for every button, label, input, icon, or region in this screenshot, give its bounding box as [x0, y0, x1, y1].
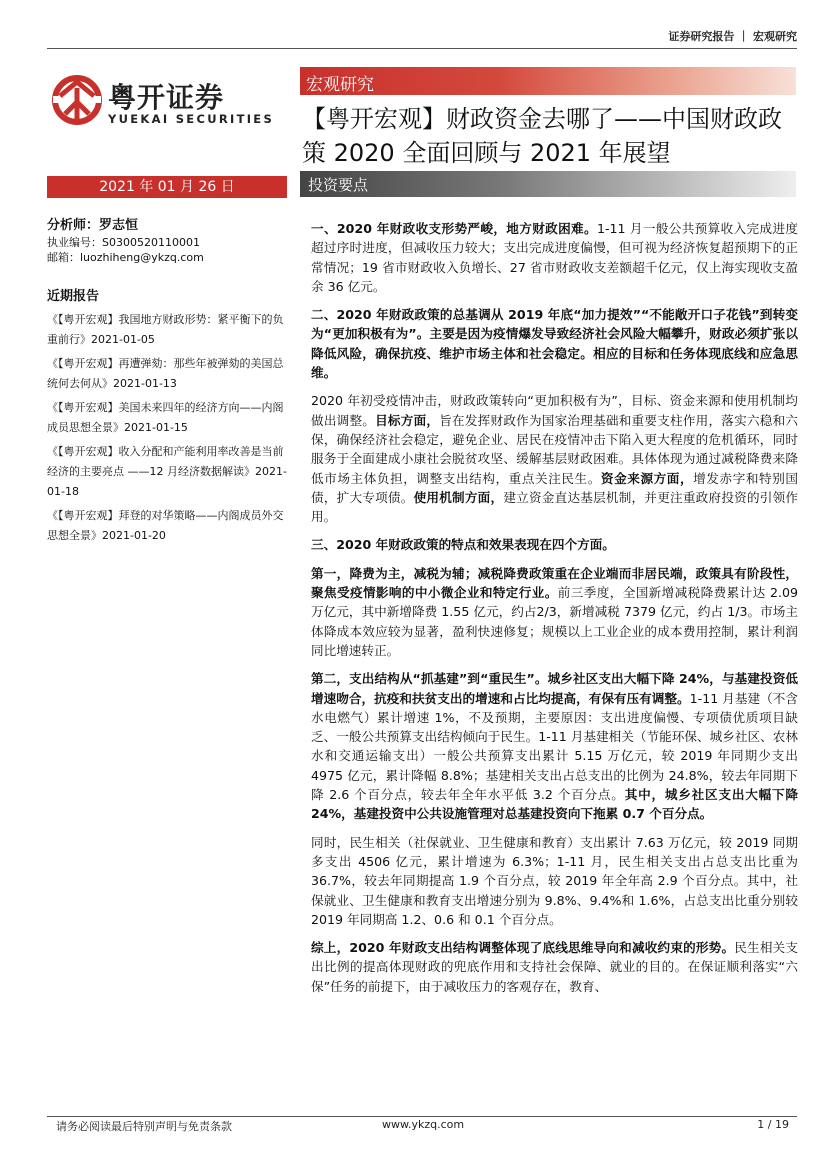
p1-heading: 一、2020 年财政收支形势严峻，地方财政困难。 [311, 221, 597, 236]
p3-goal-label: 目标方面， [375, 412, 440, 428]
p5-heading: 第一，降费为主，减税为辅；减税降费政策重在企业端而非居民端，政策具有阶段性，聚焦受疫情影响的中小微企业和特定行业。 [311, 565, 798, 601]
recent-reports-title: 近期报告 [47, 289, 100, 304]
p8-text: 民生相关支出比例的提高体现财政的兜底作用和支持社会保障、就业的目的。在保证顺利落实“六保”任务的前提下，由于减收压力的客观存在，教育、 [311, 940, 799, 994]
p1-text: 1-11 月一般公共预算收入完成进度超过序时进度，但减收压力较大；支出完成进度偏慢，但可视为经济恢复超预期下的正常情况；19 省市财政收入负增长、27 省市财政收支差额超千亿元，仅上海实现收支盈余 36 亿元。 [311, 221, 799, 294]
analyst-license: 执业编号：S0300520110001 [47, 236, 200, 249]
report-title: 【粤开宏观】财政资金去哪了——中国财政政策 2020 全面回顾与 2021 年展望 [302, 105, 782, 167]
p3-text-a: 2020 年初受疫情冲击，财政政策转向“更加积极有为”，目标、资金来源和使用机制均做出调整。 [311, 393, 798, 428]
p6-conclusion: 其中，城乡社区支出大幅下降 24%，基建投资中公共设施管理对总基建投资向下拖累 0.7 个百分点。 [311, 787, 798, 822]
paragraph-4: 三、2020 年财政政策的特点和效果表现在四个方面。 [311, 537, 615, 553]
paragraph-6 [311, 669, 798, 823]
section-label: 宏观研究 [300, 67, 796, 95]
recent-report-item[interactable]: 《【粤开宏观】我国地方财政形势：紧平衡下的负重前行》2021-01-05 [47, 313, 284, 346]
footer-website[interactable]: www.ykzq.com [382, 1118, 465, 1131]
company-logo [52, 74, 282, 130]
paragraph-7: 同时，民生相关（社保就业、卫生健康和教育）支出累计 7.63 万亿元，较 2019 同期多支出 4506 亿元，累计增速为 6.3%；1-11 月，民生相关支出占总支出比重为 36.7%，较去年同期提高 1.9 个百分点，较 2019 年全年高 2.9 个百分点。其中，社保就业、卫生健康和教育支出增速分别为 9.8%、9.4%和 1.6%，占总支出比重分别较 2019 年同期高 1.2、0.6 和 0.1 个百分点。 [311, 834, 798, 927]
paragraph-5 [311, 564, 798, 660]
invest-highlights-label: 投资要点 [300, 171, 796, 197]
logo-cn-text: 粤开证券 [108, 81, 225, 114]
p3-text-c: 旨在发挥财政作为国家治理基础和重要支柱作用，落实六稳和六保，确保经济社会稳定，避免企业、居民在疫情冲击下陷入更大程度的危机循环，同时服务于全面建成小康社会脱贫攻坚、缓解基层财政困难。具体体现为通过减税降费来降低市场主体负担，调整支出结构，重点关注民生。 [311, 412, 799, 486]
recent-report-item[interactable]: 《【粤开宏观】美国未来四年的经济方向——内阁成员思想全景》2021-01-15 [47, 401, 284, 434]
header-category: 证券研究报告 ｜ 宏观研究 [668, 30, 797, 43]
paragraph-2: 二、2020 年财政政策的总基调从 2019 年底“加力提效”“不能敞开口子花钱”到转变为“更加积极有为”。主要是因为疫情爆发导致经济社会风险大幅攀升，财政必须扩张以降低风险，确保抗疫、维护市场主体和社会稳定。相应的目标和任务体现底线和应急思维。 [311, 307, 798, 381]
p3-text-g: 建立资金直达基层机制，并更注重政府投资的引领作用。 [311, 489, 799, 525]
p3-text-e: 增发赤字和特别国债，扩大专项债。 [311, 470, 799, 505]
p8-heading: 综上，2020 年财政支出结构调整体现了底线思维导向和减收约束的形势。 [311, 940, 735, 956]
logo-en-text: YUEKAI SECURITIES [108, 112, 275, 126]
paragraph-8 [311, 938, 798, 996]
recent-report-item[interactable]: 《【粤开宏观】收入分配和产能利用率改善是当前经济的主要亮点 ——12 月经济数据解读》2021-01-18 [47, 445, 287, 498]
logo-emblem-icon [52, 74, 102, 126]
footer-divider [47, 1116, 797, 1117]
page-number: 1 / 19 [757, 1118, 789, 1131]
main-content [311, 219, 798, 1005]
sidebar [47, 214, 287, 550]
analyst-name: 分析师：罗志恒 [47, 218, 139, 233]
p5-text: 前三季度，全国新增减税降费累计达 2.09 万亿元，其中新增降费 1.55 亿元，约占2/3，新增减税 7379 亿元，约占 1/3。市场主体降成本效应较为显著，盈利快速修复；规模以上工业企业的成本费用控制，累计利润同比增速转正。 [311, 585, 799, 658]
p3-funding-label: 资金来源方面， [600, 470, 694, 486]
p6-text: 1-11 月基建（不含水电燃气）累计增速 1%，不及预期，主要原因：支出进度偏慢、专项债优质项目缺乏、一般公共预算支出结构倾向于民生。1-11 月基建相关（节能环保、城乡社区、农林水和交通运输支出）一般公共预算支出累计 5.15 万亿元，较 2019 年同期少支出 4975 亿元，累计降幅 8.8%；基建相关支出占总支出的比例为 24.8%，较去年同期下降 2.6 个百分点，较去年全年水平低 3.2 个百分点。 [311, 690, 798, 803]
footer-disclaimer: 请务必阅读最后特别声明与免责条款 [56, 1120, 232, 1133]
paragraph-3 [311, 391, 798, 526]
p6-heading: 第二，支出结构从“抓基建”到“重民生”。城乡社区支出大幅下降 24%，与基建投资低增速吻合，抗疫和扶贫支出的增速和占比均提高，有保有压有调整。 [311, 671, 798, 706]
header-divider [47, 48, 797, 49]
p3-mechanism-label: 使用机制方面， [413, 489, 504, 505]
report-date: 2021 年 01 月 26 日 [47, 176, 287, 198]
analyst-email: 邮箱：luozhiheng@ykzq.com [47, 251, 204, 264]
recent-report-item[interactable]: 《【粤开宏观】拜登的对华策略——内阁成员外交思想全景》2021-01-20 [47, 509, 284, 542]
recent-report-item[interactable]: 《【粤开宏观】再遭弹劾：那些年被弹劾的美国总统何去何从》2021-01-13 [47, 357, 284, 390]
paragraph-1 [311, 219, 798, 296]
